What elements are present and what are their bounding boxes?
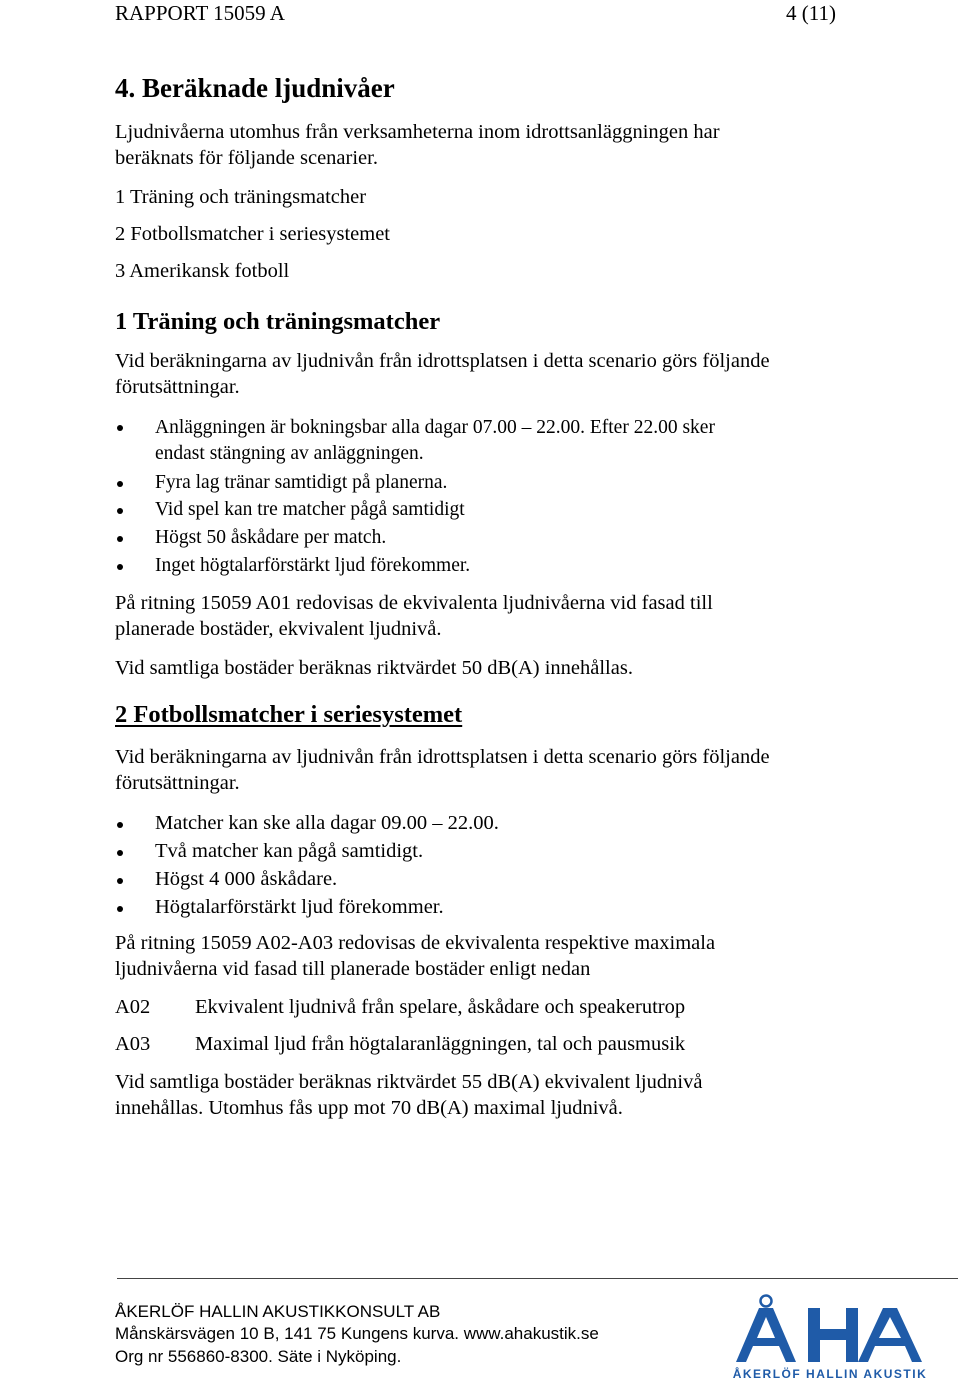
bullet-icon [117,425,123,431]
scenario-1-heading: 1 Träning och träningsmatcher [115,308,441,335]
scenario-item: 1 Träning och träningsmatcher [115,186,367,208]
s2-para-line-1: På ritning 15059 A02-A03 redovisas de ekvivalenta respektive maximala [115,932,716,954]
s1-para-line-2: planerade bostäder, ekvivalent ljudnivå. [115,618,442,640]
s1-bullet-4: Högst 50 åskådare per match. [155,527,387,548]
s2-intro-line-1: Vid beräkningarna av ljudnivån från idrottsplatsen i detta scenario görs följande [115,746,770,768]
bullet-icon [117,564,123,570]
bullet-icon [117,906,123,912]
definition-description: Maximal ljud från högtalaranläggningen, tal och pausmusik [195,1033,686,1055]
s2-bullet-2: Två matcher kan pågå samtidigt. [155,840,424,862]
report-number: RAPPORT 15059 A [115,1,285,25]
aha-logo-icon [732,1292,928,1380]
bullet-icon [117,878,123,884]
s1-conclusion: Vid samtliga bostäder beräknas riktvärdet 50 dB(A) innehållas. [115,657,633,679]
bullet-icon [117,822,123,828]
s2-bullet-3: Högst 4 000 åskådare. [155,868,338,890]
footer-divider [117,1278,958,1279]
intro-line-1: Ljudnivåerna utomhus från verksamheterna inom idrottsanläggningen har [115,121,720,143]
bullet-icon [117,850,123,856]
footer-company: ÅKERLÖF HALLIN AKUSTIKKONSULT AB [115,1302,441,1321]
s1-bullet-2: Fyra lag tränar samtidigt på planerna. [155,472,448,493]
scenario-2-heading: 2 Fotbollsmatcher i seriesystemet [115,701,463,728]
s1-bullet-1-cont: endast stängning av anläggningen. [155,443,424,464]
s1-para-line-1: På ritning 15059 A01 redovisas de ekvivalenta ljudnivåerna vid fasad till [115,592,713,614]
company-logo [732,1292,928,1380]
scenario-item: 2 Fotbollsmatcher i seriesystemet [115,223,390,245]
section-heading: 4. Beräknade ljudnivåer [115,73,395,103]
bullet-icon [117,536,123,542]
definition-term: A02 [115,996,151,1018]
s2-closing-line-1: Vid samtliga bostäder beräknas riktvärdet 55 dB(A) ekvivalent ljudnivå [115,1071,703,1093]
intro-line-2: beräknats för följande scenarier. [115,147,378,169]
bullet-icon [117,508,123,514]
page-number: 4 (11) [786,1,836,25]
footer-org: Org nr 556860-8300. Säte i Nyköping. [115,1347,402,1366]
s1-intro-line-2: förutsättningar. [115,376,240,398]
s2-bullet-4: Högtalarförstärkt ljud förekommer. [155,896,444,918]
s2-intro-line-2: förutsättningar. [115,772,240,794]
s2-bullet-1: Matcher kan ske alla dagar 09.00 – 22.00. [155,812,499,834]
logo-subtitle: ÅKERLÖF HALLIN AKUSTIK [732,1367,928,1380]
s2-para-line-2: ljudnivåerna vid fasad till planerade bostäder enligt nedan [115,958,591,980]
bullet-icon [117,481,123,487]
s1-bullet-5: Inget högtalarförstärkt ljud förekommer. [155,555,471,576]
definition-description: Ekvivalent ljudnivå från spelare, åskådare och speakerutrop [195,996,686,1018]
scenario-item: 3 Amerikansk fotboll [115,260,290,282]
footer-address: Månskärsvägen 10 B, 141 75 Kungens kurva. www.ahakustik.se [115,1324,599,1343]
s2-closing-line-2: innehållas. Utomhus fås upp mot 70 dB(A) maximal ljudnivå. [115,1097,623,1119]
definition-term: A03 [115,1033,151,1055]
s1-intro-line-1: Vid beräkningarna av ljudnivån från idrottsplatsen i detta scenario görs följande [115,350,770,372]
s1-bullet-1: Anläggningen är bokningsbar alla dagar 07.00 – 22.00. Efter 22.00 sker [155,417,715,438]
s1-bullet-3: Vid spel kan tre matcher pågå samtidigt [155,499,465,520]
